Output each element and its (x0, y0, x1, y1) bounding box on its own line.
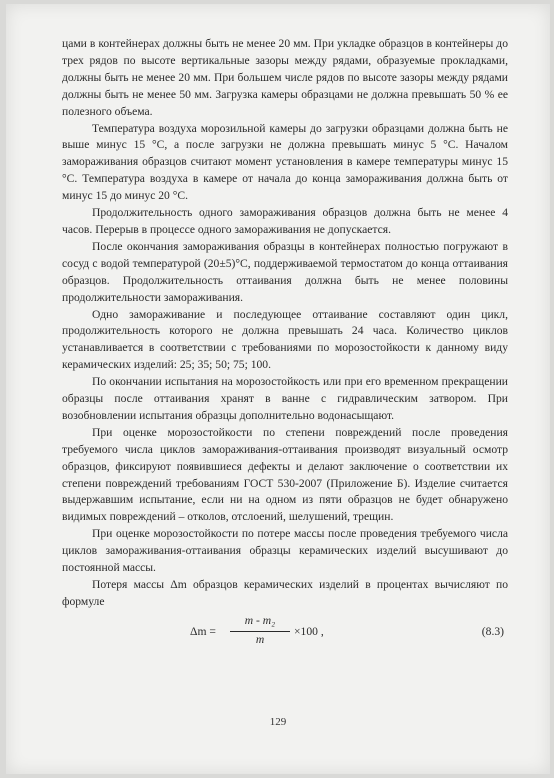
paragraph: При оценке морозостойкости по потере массы после проведения требуемого числа циклов замораживания-оттаивания образцы керамических изделий высушивают до постоянной массы. (62, 527, 508, 575)
page-number: 129 (269, 716, 287, 728)
paragraph: После окончания замораживания образцы в контейнерах полностью погружают в сосуд с водой температурой (20±5)°С, поддерживаемой термостатом до конца оттаивания образцов. Продолжительность оттаивания должна быть не менее половины продолжительности замораживания. (62, 239, 508, 304)
formula-fraction (230, 613, 290, 649)
paragraph: По окончании испытания на морозостойкость или при его временном прекращении образцы после оттаивания хранят в ванне с гидравлическим затвором. При возобновлении испытания образцы дополнительно водонасыщают. (62, 375, 508, 422)
paragraph: Температура воздуха морозильной камеры до загрузки образцами должна быть не выше минус 15 °С, а после загрузки не должна превышать минус 5 °С. Началом замораживания образцов считают момент установления в камере температуры минус 15 °С. Температура воздуха в камере от начала до конца замораживания должна быть от минус 15 до минус 20 °С. (62, 121, 508, 203)
formula-8-3 (62, 613, 508, 655)
body-text (62, 36, 508, 655)
formula-number: (8.3) (481, 624, 504, 638)
formula-numerator: m - m₂ (230, 613, 290, 632)
paragraph: Продолжительность одного замораживания образцов должна быть не менее 4 часов. Перерыв в процессе одного замораживания не допускается. (62, 206, 508, 236)
formula-lhs: Δm = (190, 624, 216, 638)
paragraph: При оценке морозостойкости по степени повреждений после проведения требуемого числа циклов замораживания-оттаивания производят визуальный осмотр образцов, фиксируют появившиеся дефекты и делают заключение о соответствии их степени повреждений требованиям ГОСТ 530-2007 (Приложение Б). Изделие считается выдержавшим испытание, если ни на одном из пяти образцов не будет обнаружено видимых повреждений – отколов, отслоений, шелушений, трещин. (62, 425, 508, 524)
paragraph: Потеря массы Δm образцов керамических изделий в процентах вычисляют по формуле (62, 578, 508, 608)
paragraph: Одно замораживание и последующее оттаивание составляют один цикл, продолжительность которого не должна превышать 24 часа. Количество циклов устанавливается в соответствии с требованиями по морозостойкости к данному виду керамических изделий: 25; 35; 50; 75; 100. (62, 307, 508, 372)
paragraph: цами в контейнерах должны быть не менее 20 мм. При укладке образцов в контейнеры до трех рядов по высоте вертикальные зазоры между рядами, образуемые прокладками, должны быть не менее 20 мм. При большем числе рядов по высоте зазоры между рядами должны быть не менее 50 мм. Загрузка камеры образцами не должна превышать 50 % ее полезного объема. (62, 37, 508, 118)
formula-denominator: m (255, 632, 265, 646)
document-page (6, 4, 550, 774)
formula-rhs: ×100 , (294, 624, 324, 638)
